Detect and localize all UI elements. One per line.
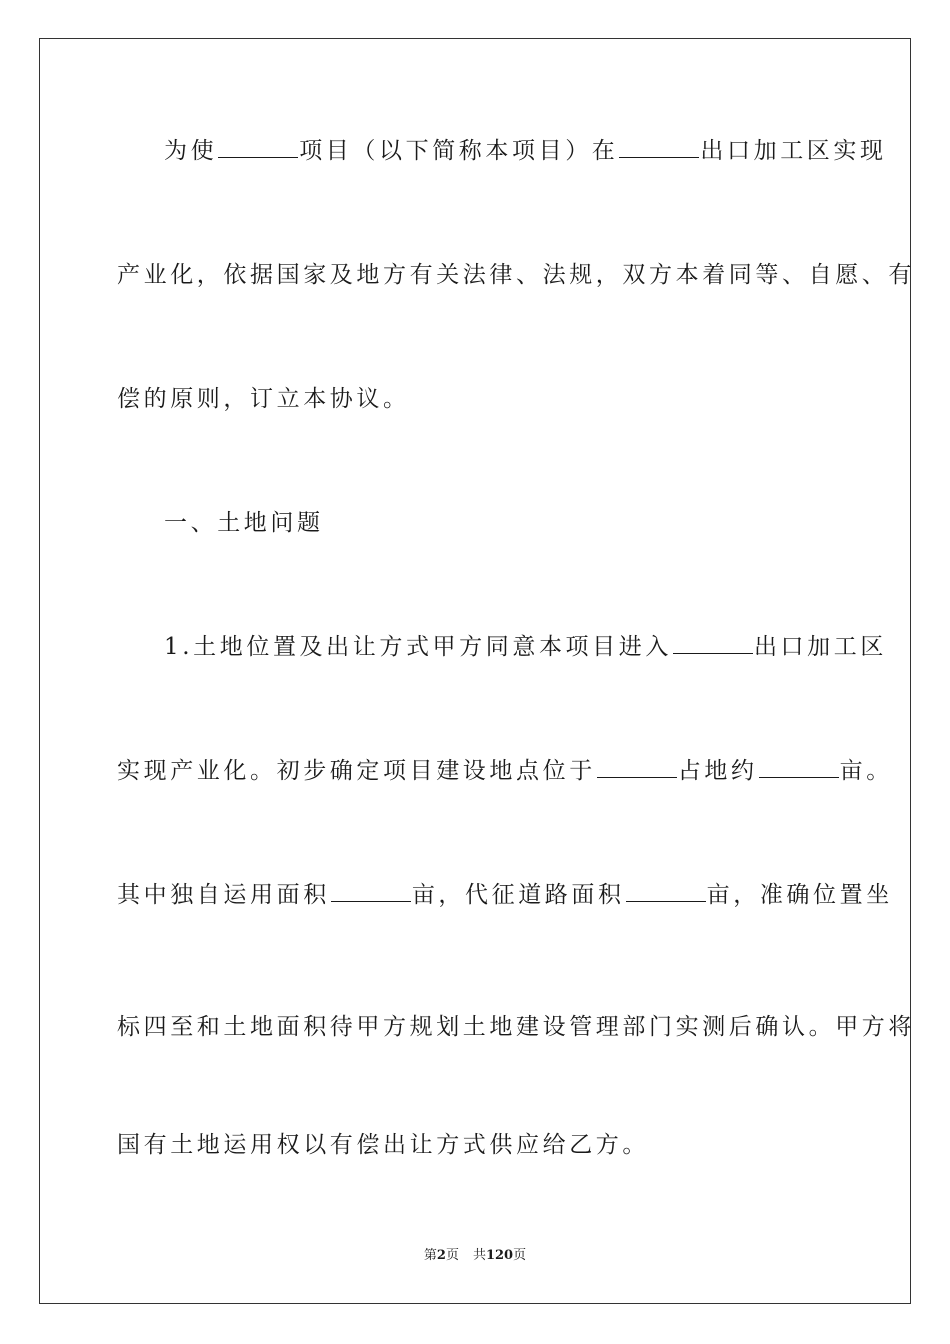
fill-in-blank (597, 759, 677, 778)
fill-in-blank (626, 883, 706, 902)
paragraph-line (164, 632, 887, 662)
paragraph-line (164, 136, 887, 166)
total-prefix: 共 (472, 1248, 486, 1263)
paragraph-line (117, 756, 893, 786)
page-footer (0, 1247, 950, 1265)
text-segment: 1.土地位置及出让方式甲方同意本项目进入 (164, 634, 672, 660)
paragraph-line: 标四至和土地面积待甲方规划土地建设管理部门实测后确认。甲方将 (117, 1014, 915, 1040)
fill-in-blank (759, 759, 839, 778)
fill-in-blank (673, 635, 753, 654)
text-segment: 亩，代征道路面积 (411, 882, 625, 908)
text-segment: 出口加工区实现 (700, 138, 887, 164)
text-segment: 占地约 (677, 758, 758, 784)
fill-in-blank (218, 139, 298, 158)
text-segment: 项目（以下简称本项目）在 (299, 138, 619, 164)
paragraph-line (117, 880, 893, 910)
total-pages: 120 (485, 1248, 514, 1263)
page-number: 2 (436, 1248, 446, 1263)
text-segment: 其中独自运用面积 (117, 882, 330, 908)
section-heading: 一、土地问题 (164, 510, 324, 536)
paragraph-line: 国有土地运用权以有偿出让方式供应给乙方。 (117, 1132, 649, 1158)
text-segment: 亩，准确位置坐 (706, 882, 893, 908)
paragraph-line: 产业化，依据国家及地方有关法律、法规，双方本着同等、自愿、有 (117, 262, 915, 288)
fill-in-blank (619, 139, 699, 158)
page-prefix: 第 (423, 1248, 437, 1263)
text-segment: 亩。 (839, 758, 893, 784)
total-suffix: 页 (513, 1248, 527, 1263)
text-segment: 为使 (164, 138, 218, 164)
paragraph-line: 偿的原则，订立本协议。 (117, 386, 410, 412)
text-segment: 出口加工区 (753, 634, 887, 660)
page-border (39, 38, 911, 1304)
page-suffix: 页 (445, 1248, 459, 1263)
text-segment: 实现产业化。初步确定项目建设地点位于 (117, 758, 596, 784)
fill-in-blank (331, 883, 411, 902)
